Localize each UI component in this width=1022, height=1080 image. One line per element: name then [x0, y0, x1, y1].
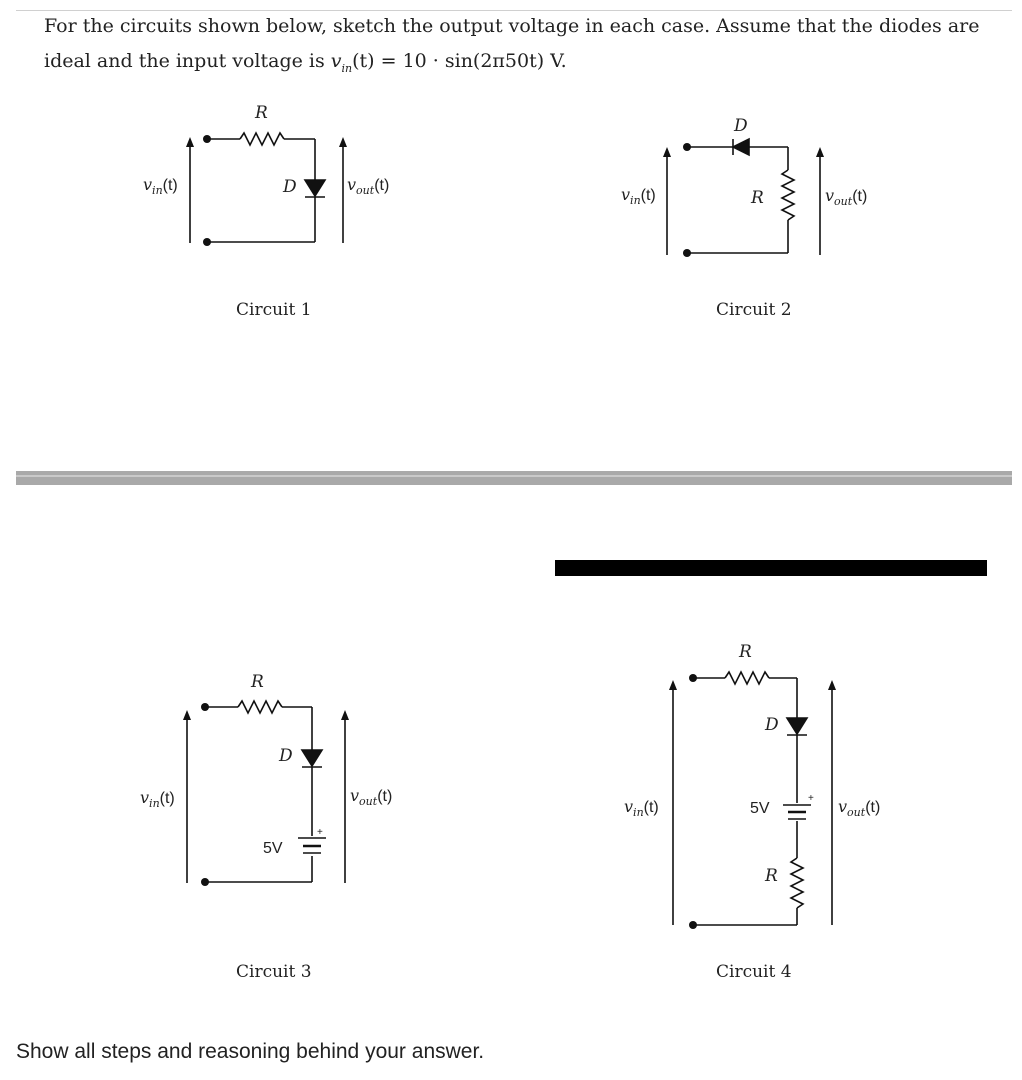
battery-label-3: 5V — [263, 840, 283, 857]
battery-label-4: 5V — [750, 800, 770, 817]
battery-plus-4: + — [808, 793, 814, 804]
vin-label-3: $v_{in}(t)$ — [140, 788, 175, 811]
diode-label-3: D — [279, 746, 293, 766]
resistor-label-3: R — [251, 672, 264, 692]
resistor-4a — [725, 672, 769, 684]
question-formula-v: v — [330, 50, 342, 72]
diode-label-1: D — [283, 177, 297, 197]
resistor-1 — [240, 133, 284, 145]
circuit-2-caption: Circuit 2 — [716, 300, 792, 320]
resistor-label-4b: R — [765, 866, 778, 886]
diode-label-2: D — [734, 116, 748, 136]
circuit-4-caption: Circuit 4 — [716, 962, 792, 982]
question-formula-rest: (t) = 10 · sin(2π50t) V. — [352, 50, 567, 72]
resistor-label-2: R — [751, 188, 764, 208]
diode-4 — [787, 718, 807, 734]
diode-label-4: D — [765, 715, 779, 735]
vin-label-4: $v_{in}(t)$ — [624, 797, 659, 820]
vin-label-2: $v_{in}(t)$ — [621, 185, 656, 208]
vout-label-3: $v_{out}(t)$ — [350, 786, 393, 809]
resistor-label-1: R — [255, 103, 268, 123]
diode-2 — [733, 139, 749, 155]
question-line-2 — [44, 50, 567, 75]
resistor-2 — [782, 170, 794, 220]
vin-label-1: $v_{in}(t)$ — [143, 175, 178, 198]
question-line-2-prefix: ideal and the input voltage is — [44, 50, 331, 72]
battery-plus-3: + — [317, 827, 323, 838]
diode-1 — [305, 180, 325, 196]
redaction-bar — [555, 560, 987, 576]
vout-label-4: $v_{out}(t)$ — [838, 797, 881, 820]
circuit-1-caption: Circuit 1 — [236, 300, 312, 320]
vout-label-1: $v_{out}(t)$ — [347, 175, 390, 198]
top-rule — [16, 10, 1012, 11]
diode-3 — [302, 750, 322, 766]
section-separator — [16, 471, 1012, 485]
question-formula-sub: in — [341, 61, 353, 75]
resistor-3 — [238, 701, 282, 713]
circuit-3-caption: Circuit 3 — [236, 962, 312, 982]
resistor-label-4a: R — [739, 642, 752, 662]
footer-instruction: Show all steps and reasoning behind your answer. — [16, 1040, 485, 1063]
vout-label-2: $v_{out}(t)$ — [825, 186, 868, 209]
resistor-4b — [791, 858, 803, 908]
question-line-1: For the circuits shown below, sketch the output voltage in each case. Assume that the diodes are — [44, 15, 980, 37]
